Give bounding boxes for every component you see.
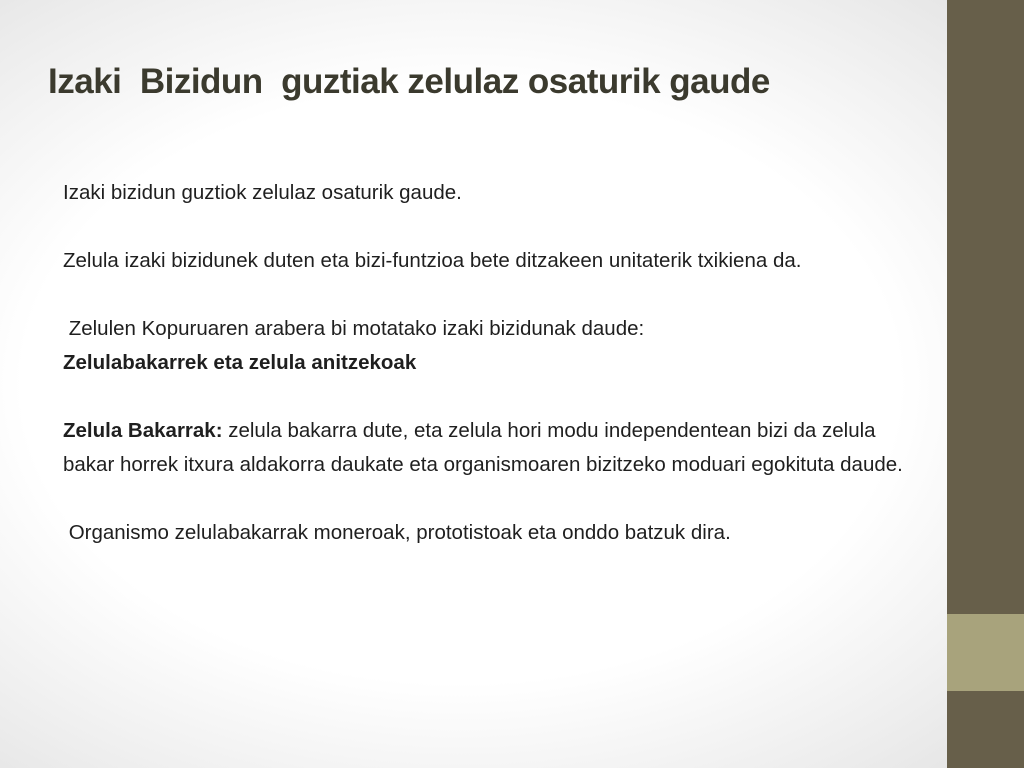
types-text: Zelulen Kopuruaren arabera bi motatako izaki bizidunak daude: [63, 317, 645, 340]
paragraph-unicellular [63, 414, 913, 482]
slide-title: Izaki Bizidun guztiak zelulaz osaturik gaude [48, 62, 770, 101]
paragraph-definition: Zelula izaki bizidunek duten eta bizi-funtzioa bete ditzakeen unitaterik txikiena da. [63, 249, 802, 272]
slide-body [63, 176, 913, 584]
unicellular-text: zelula bakarra dute, eta zelula hori modu independentean bizi da zelula bakar horrek itxura aldakorra daukate eta organismoaren bizitzeko moduari egokituta daude. [63, 419, 903, 476]
sidebar-accent-block [947, 614, 1024, 691]
unicellular-heading: Zelula Bakarrak: [63, 419, 223, 442]
types-bold: Zelulabakarrek eta zelula anitzekoak [63, 351, 417, 374]
sidebar-decoration [947, 0, 1024, 768]
paragraph-organisms: Organismo zelulabakarrak moneroak, prototistoak eta onddo batzuk dira. [63, 521, 731, 544]
paragraph-intro: Izaki bizidun guztiok zelulaz osaturik gaude. [63, 181, 462, 204]
paragraph-types [63, 312, 913, 380]
